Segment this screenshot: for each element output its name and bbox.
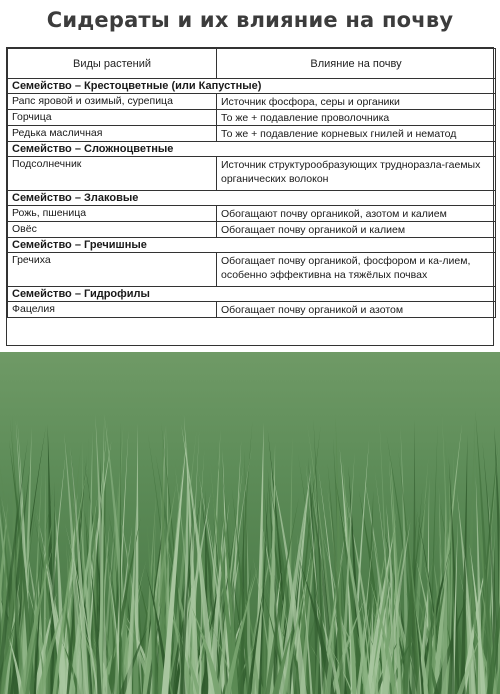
- table-body: [8, 79, 496, 318]
- plant-name: Горчица: [8, 110, 217, 126]
- table-row: [8, 94, 496, 110]
- green-manure-table: [6, 47, 494, 346]
- table-header-row: [8, 49, 496, 79]
- family-label: Семейство – Сложноцветные: [8, 142, 496, 157]
- family-label: Семейство – Гидрофилы: [8, 287, 496, 302]
- table-row: [8, 206, 496, 222]
- table-row: [8, 110, 496, 126]
- soil-effect: Обогащает почву органикой, фосфором и ка-лием, особенно эффективна на тяжёлых почвах: [217, 253, 496, 287]
- plant-name: Рапс яровой и озимый, сурепица: [8, 94, 217, 110]
- soil-effect: То же + подавление проволочника: [217, 110, 496, 126]
- plant-name: Гречиха: [8, 253, 217, 287]
- soil-effect: Обогащает почву органикой и азотом: [217, 302, 496, 318]
- plant-name: Подсолнечник: [8, 157, 217, 191]
- soil-effect: Обогащает почву органикой и калием: [217, 222, 496, 238]
- table-row: [8, 157, 496, 191]
- family-row: [8, 79, 496, 94]
- family-label: Семейство – Гречишные: [8, 238, 496, 253]
- plant-name: Рожь, пшеница: [8, 206, 217, 222]
- green-rye-field-photo: [0, 352, 500, 694]
- plant-name: Редька масличная: [8, 126, 217, 142]
- column-header-plants: Виды растений: [8, 49, 217, 79]
- family-label: Семейство – Злаковые: [8, 191, 496, 206]
- family-row: [8, 191, 496, 206]
- table-row: [8, 253, 496, 287]
- page-title: Сидераты и их влияние на почву: [46, 8, 454, 32]
- soil-effect: Источник фосфора, серы и органики: [217, 94, 496, 110]
- column-header-effect: Влияние на почву: [217, 49, 496, 79]
- soil-effect: То же + подавление корневых гнилей и нематод: [217, 126, 496, 142]
- soil-effect: Обогащают почву органикой, азотом и калием: [217, 206, 496, 222]
- table-row: [8, 222, 496, 238]
- plant-name: Фацелия: [8, 302, 217, 318]
- soil-effect: Источник структурообразующих трудноразла-гаемых органических волокон: [217, 157, 496, 191]
- table: [7, 48, 496, 318]
- table-row: [8, 126, 496, 142]
- family-label: Семейство – Крестоцветные (или Капустные): [8, 79, 496, 94]
- family-row: [8, 142, 496, 157]
- plant-name: Овёс: [8, 222, 217, 238]
- family-row: [8, 287, 496, 302]
- table-row: [8, 302, 496, 318]
- grass-illustration: [0, 352, 500, 694]
- family-row: [8, 238, 496, 253]
